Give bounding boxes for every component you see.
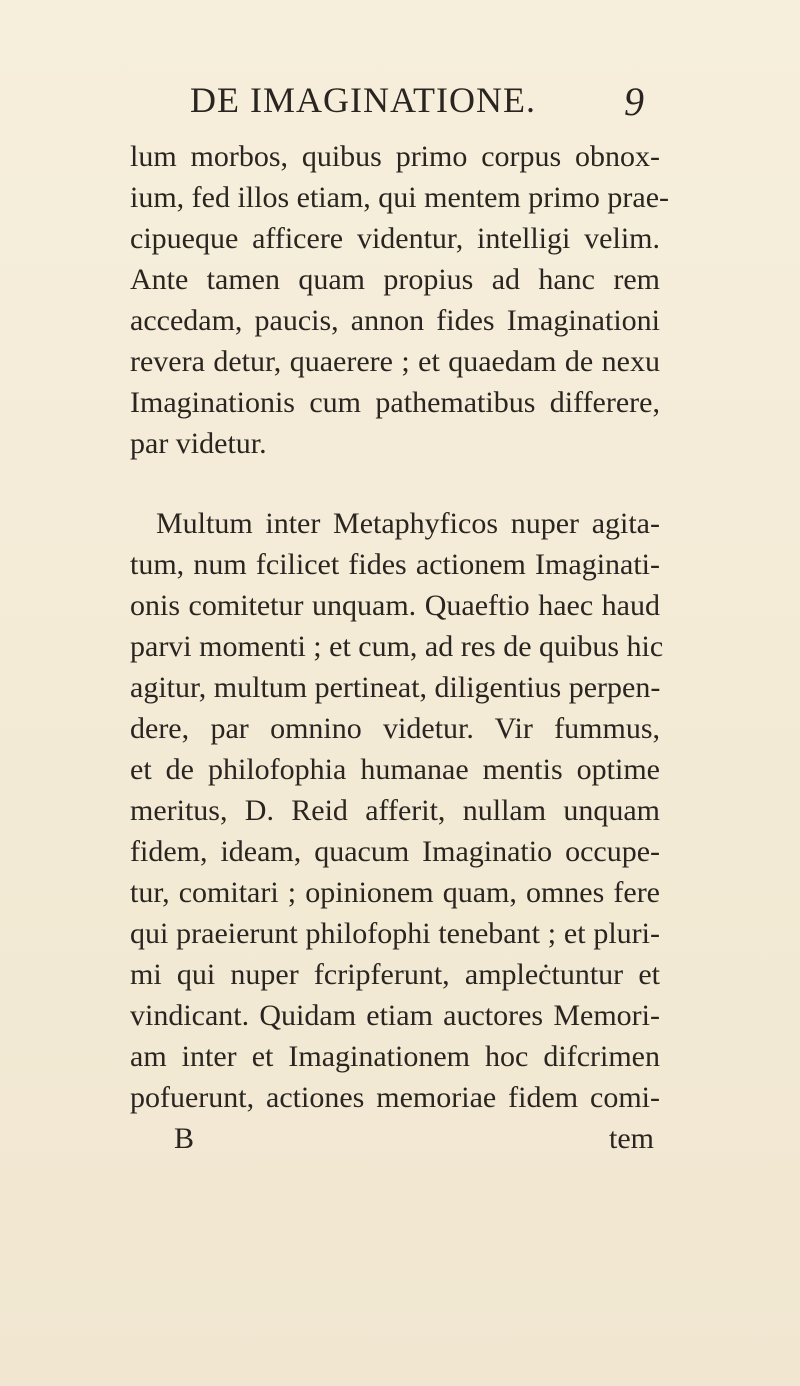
text-line: mi qui nuper fcripferunt, ampleċtuntur et [130,958,660,991]
signature-mark: B [174,1122,195,1155]
text-line: pofuerunt, actiones memoriae fidem comi- [130,1081,660,1114]
text-line: am inter et Imaginationem hoc difcrimen [130,1040,660,1073]
text-line: tum, num fcilicet fides actionem Imaginati- [130,548,660,581]
text-line: vindicant. Quidam etiam auctores Memori- [130,999,660,1032]
text-line: qui praeierunt philofophi tenebant ; et pluri- [130,917,660,950]
text-line: Ante tamen quam propius ad hanc rem [130,263,660,296]
text-line: onis comitetur unquam. Quaeftio haec haud [130,589,660,622]
body-text [130,136,670,1159]
text-line: et de philofophia humanae mentis optime [130,753,660,786]
text-line: dere, par omnino videtur. Vir fummus, [130,712,660,745]
text-line: ium, fed illos etiam, qui mentem primo prae- [130,181,670,214]
text-line: revera detur, quaerere ; et quaedam de nexu [130,345,660,378]
paragraph-1 [130,136,670,464]
text-line: lum morbos, quibus primo corpus obnox- [130,140,660,173]
text-line: par videtur. [130,427,267,460]
paragraph-gap [130,464,660,503]
text-line: parvi momenti ; et cum, ad res de quibus hic [130,630,664,663]
paragraph-2 [130,503,664,1118]
text-line: tur, comitari ; opinionem quam, omnes fere [130,876,660,909]
page-number: 9 [624,79,644,124]
page-footer [130,1118,660,1159]
catchword: tem [609,1122,654,1155]
text-line: Imaginationis cum pathematibus differere, [130,386,660,419]
text-line: meritus, D. Reid afferit, nullam unquam [130,794,660,827]
text-line: cipueque afficere videntur, intelligi velim. [130,222,660,255]
running-title: DE IMAGINATIONE. [190,80,536,120]
text-line: Multum inter Metaphyficos nuper agita- [156,507,660,540]
text-line: accedam, paucis, annon fides Imaginationi [130,304,660,337]
text-line: agitur, multum pertineat, diligentius perpen- [130,671,661,704]
text-line: fidem, ideam, quacum Imaginatio occupe- [130,835,660,868]
